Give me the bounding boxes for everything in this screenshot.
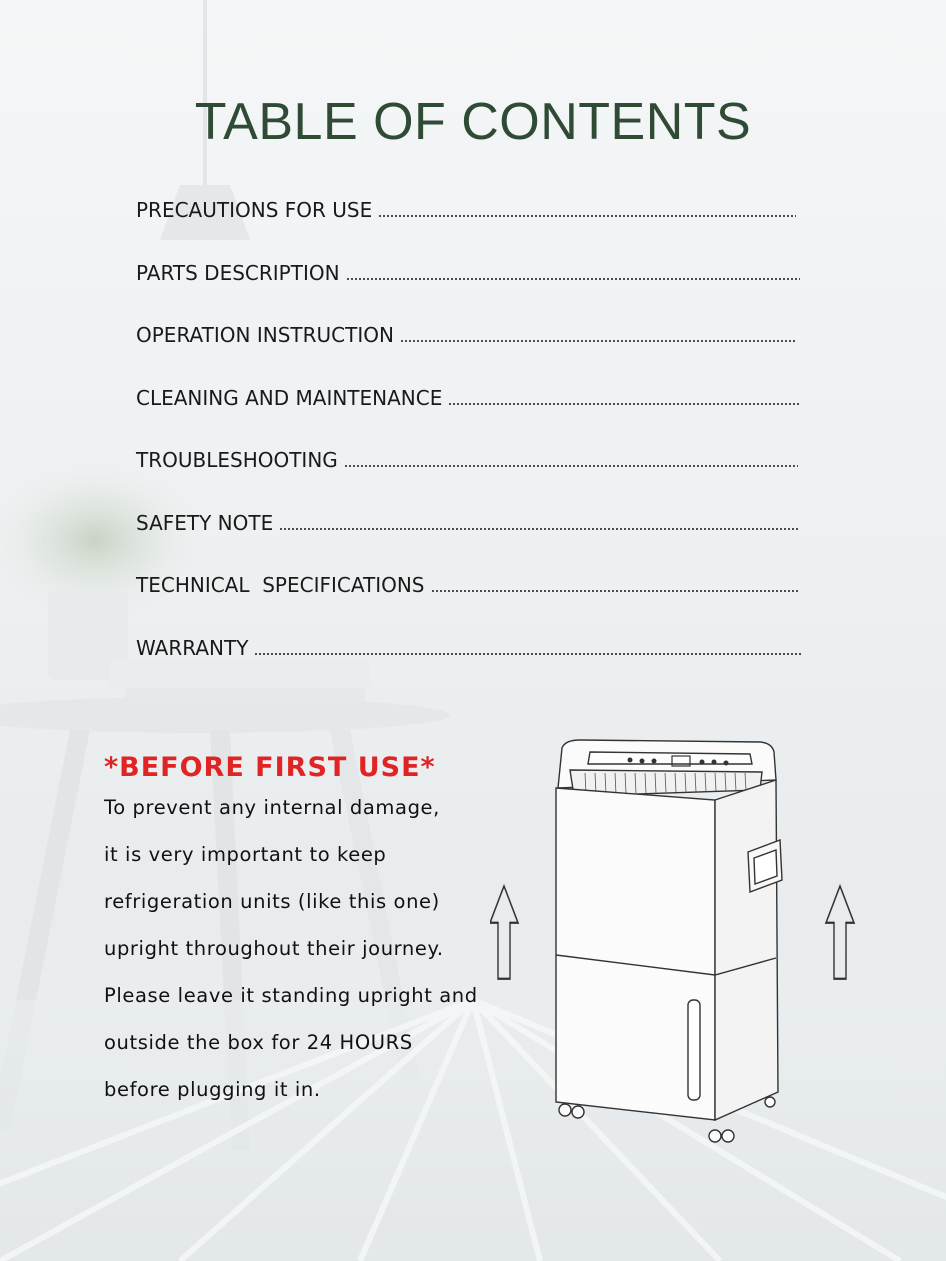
dehumidifier-icon [556,740,782,1142]
upright-dehumidifier-illustration [490,730,870,1160]
toc-item-label: SAFETY NOTE [136,511,274,535]
toc-item [136,636,802,660]
toc-item-label: CLEANING AND MAINTENANCE [136,386,443,410]
notice-line: before plugging it in. [104,1078,321,1101]
arrow-up-icon [490,886,518,979]
toc-leader-dots [344,465,798,467]
notice-line: it is very important to keep [104,843,387,866]
notice-line: upright throughout their journey. [104,937,444,960]
toc-item-label: TECHNICAL SPECIFICATIONS [136,573,425,597]
toc-leader-dots [431,590,801,592]
toc-item [136,198,796,222]
toc-item-label: OPERATION INSTRUCTION [136,323,394,347]
toc-leader-dots [254,653,802,655]
arrow-up-icon [826,886,854,979]
toc-item-label: WARRANTY [136,636,249,660]
toc-item [136,573,800,597]
toc-item [136,323,796,347]
toc-item [136,261,800,285]
toc-item-label: TROUBLESHOOTING [136,448,338,472]
toc-leader-dots [346,278,800,280]
toc-leader-dots [279,528,800,530]
notice-line: refrigeration units (like this one) [104,890,440,913]
notice-line: outside the box for 24 HOURS [104,1031,413,1054]
toc-leader-dots [448,403,800,405]
toc-leader-dots [378,215,796,217]
toc-item [136,511,800,535]
toc-item-label: PARTS DESCRIPTION [136,261,340,285]
toc-item [136,386,800,410]
page-title: TABLE OF CONTENTS [194,93,752,151]
notice-line: To prevent any internal damage, [104,796,440,819]
toc-leader-dots [400,340,796,342]
toc-item [136,448,798,472]
before-first-use-heading: *BEFORE FIRST USE* [104,752,436,783]
toc-item-label: PRECAUTIONS FOR USE [136,198,373,222]
notice-line: Please leave it standing upright and [104,984,478,1007]
